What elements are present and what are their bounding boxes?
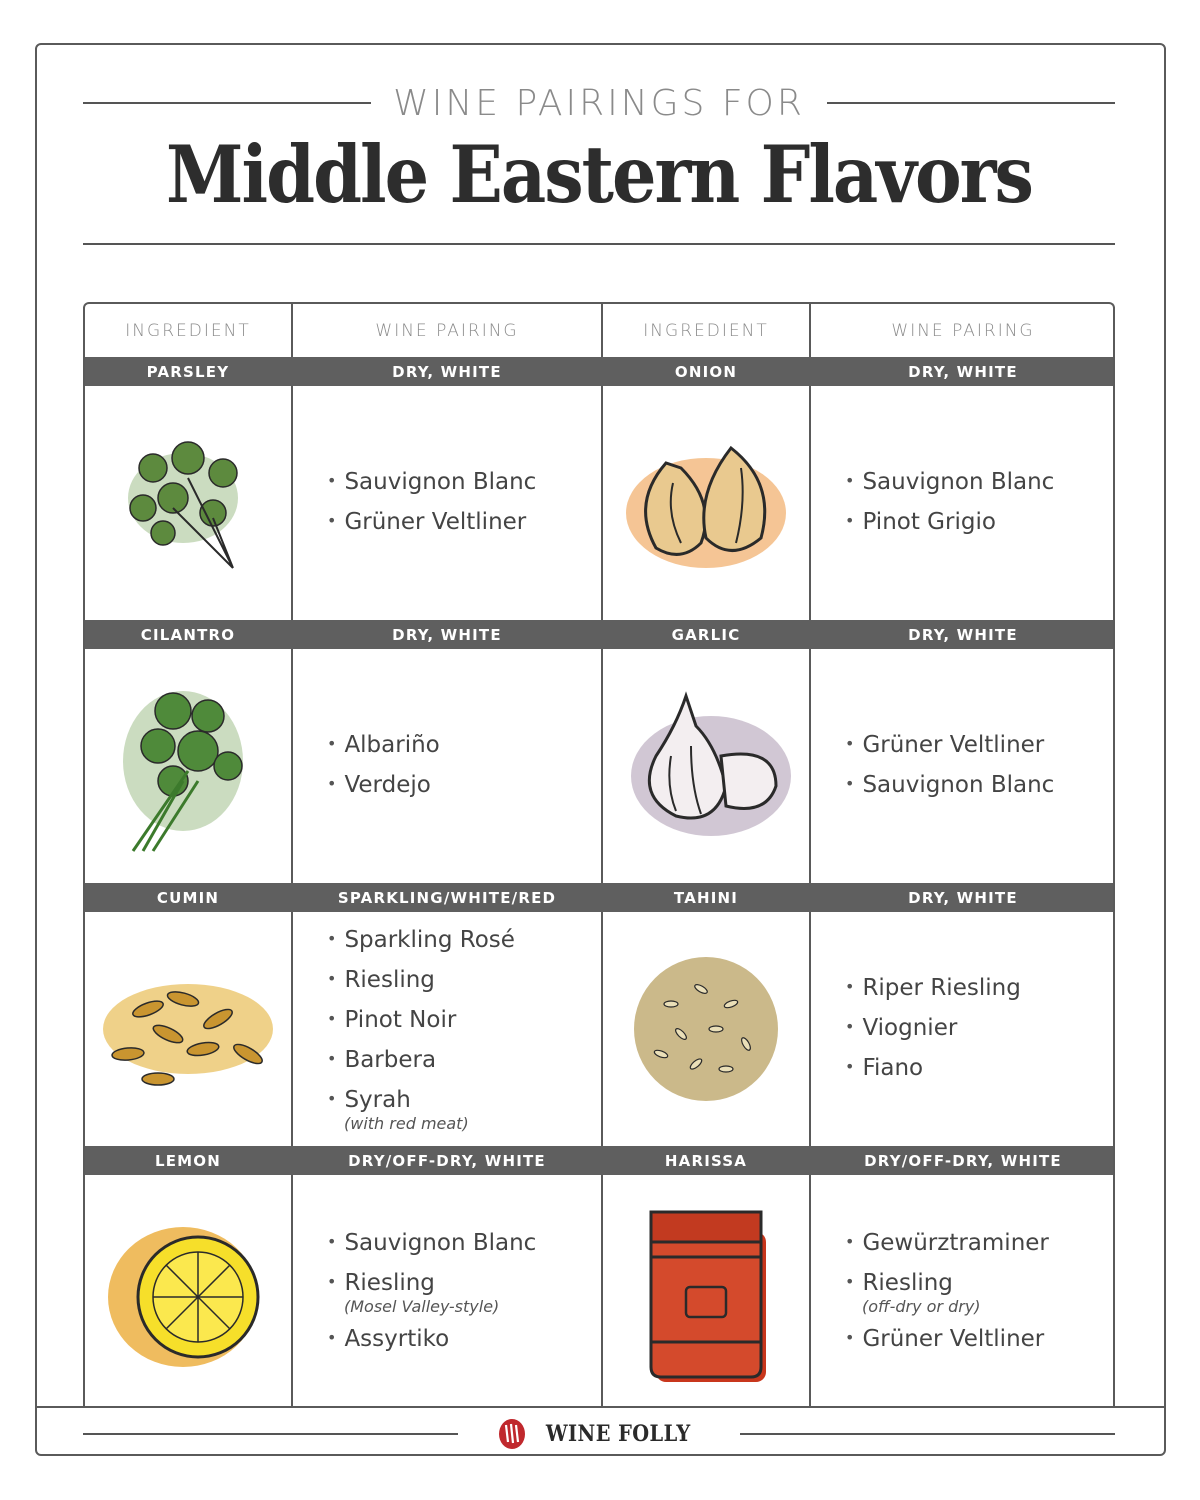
wine-item: • Assyrtiko — [327, 1320, 601, 1360]
divider — [740, 1433, 1115, 1435]
tahini-icon — [603, 912, 809, 1146]
footer — [83, 1412, 1115, 1456]
divider — [827, 102, 1115, 104]
kicker-text: WINE PAIRINGS FOR — [393, 82, 805, 124]
wine-list — [293, 386, 601, 620]
wine-item: • Sauvignon Blanc — [327, 1224, 601, 1264]
cilantro-icon — [85, 649, 291, 883]
divider — [83, 243, 1115, 245]
wine-item: • Verdejo — [327, 766, 601, 806]
ingredient-name: PARSLEY — [146, 362, 230, 381]
wine-list — [811, 1175, 1115, 1408]
wine-item: • Grüner Veltliner — [327, 503, 601, 543]
column-header-wine-pairing: WINE PAIRING — [375, 320, 519, 341]
wine-item: • Sauvignon Blanc — [845, 766, 1115, 806]
wine-item: • Grüner Veltliner — [845, 726, 1115, 766]
column-header-ingredient: INGREDIENT — [643, 320, 769, 341]
wine-category: DRY, WHITE — [908, 362, 1018, 381]
wine-category: DRY/OFF-DRY, WHITE — [864, 1151, 1062, 1170]
wine-list — [811, 386, 1115, 620]
wine-item: • Sauvignon Blanc — [845, 463, 1115, 503]
wine-item: • Riesling — [327, 1264, 601, 1304]
column-header-wine-pairing: WINE PAIRING — [891, 320, 1035, 341]
ingredient-name: GARLIC — [671, 625, 741, 644]
wine-category: DRY, WHITE — [392, 625, 502, 644]
wine-category: SPARKLING/WHITE/RED — [337, 888, 557, 907]
wine-note: (off-dry or dry) — [862, 1297, 981, 1316]
ingredient-name: CUMIN — [156, 888, 220, 907]
wine-list — [293, 1175, 601, 1408]
wine-item: • Riesling — [327, 961, 601, 1001]
page-title: Middle Eastern Flavors — [166, 128, 1032, 221]
wine-item: • Albariño — [327, 726, 601, 766]
brand-name: WINE FOLLY — [545, 1421, 691, 1447]
wine-list — [293, 912, 601, 1146]
kicker-row — [83, 78, 1115, 128]
parsley-icon — [85, 386, 291, 620]
wine-list — [811, 912, 1115, 1146]
ingredient-name: ONION — [674, 362, 738, 381]
wine-item: • Fiano — [845, 1049, 1115, 1089]
wine-item: • Pinot Grigio — [845, 503, 1115, 543]
wine-item: • Pinot Noir — [327, 1001, 601, 1041]
cumin-icon — [85, 912, 291, 1146]
wine-item: • Sauvignon Blanc — [327, 463, 601, 503]
wine-note: (with red meat) — [344, 1114, 469, 1133]
onion-icon — [603, 386, 809, 620]
wine-item: • Gewürztraminer — [845, 1224, 1115, 1264]
ingredient-name: HARISSA — [664, 1151, 748, 1170]
lemon-icon — [85, 1175, 291, 1408]
wine-folly-logo-icon — [498, 1418, 526, 1450]
divider — [83, 102, 371, 104]
wine-category: DRY, WHITE — [392, 362, 502, 381]
wine-category: DRY, WHITE — [908, 625, 1018, 644]
harissa-jar-icon — [603, 1175, 809, 1408]
wine-item: • Grüner Veltliner — [845, 1320, 1115, 1360]
ingredient-name: LEMON — [154, 1151, 222, 1170]
wine-note: (Mosel Valley-style) — [344, 1297, 500, 1316]
wine-list — [293, 649, 601, 883]
wine-category: DRY/OFF-DRY, WHITE — [348, 1151, 546, 1170]
wine-item: • Syrah — [327, 1081, 601, 1121]
wine-item: • Riper Riesling — [845, 969, 1115, 1009]
wine-item: • Sparkling Rosé — [327, 921, 601, 961]
pairing-table — [83, 302, 1115, 1408]
ingredient-name: CILANTRO — [140, 625, 236, 644]
footer-divider — [35, 1406, 1166, 1408]
wine-item: • Riesling — [845, 1264, 1115, 1304]
wine-category: DRY, WHITE — [908, 888, 1018, 907]
wine-item: • Viognier — [845, 1009, 1115, 1049]
wine-item: • Barbera — [327, 1041, 601, 1081]
ingredient-name: TAHINI — [673, 888, 739, 907]
divider — [83, 1433, 458, 1435]
column-header-ingredient: INGREDIENT — [125, 320, 251, 341]
garlic-icon — [603, 649, 809, 883]
wine-list — [811, 649, 1115, 883]
brand-logo — [458, 1418, 741, 1450]
